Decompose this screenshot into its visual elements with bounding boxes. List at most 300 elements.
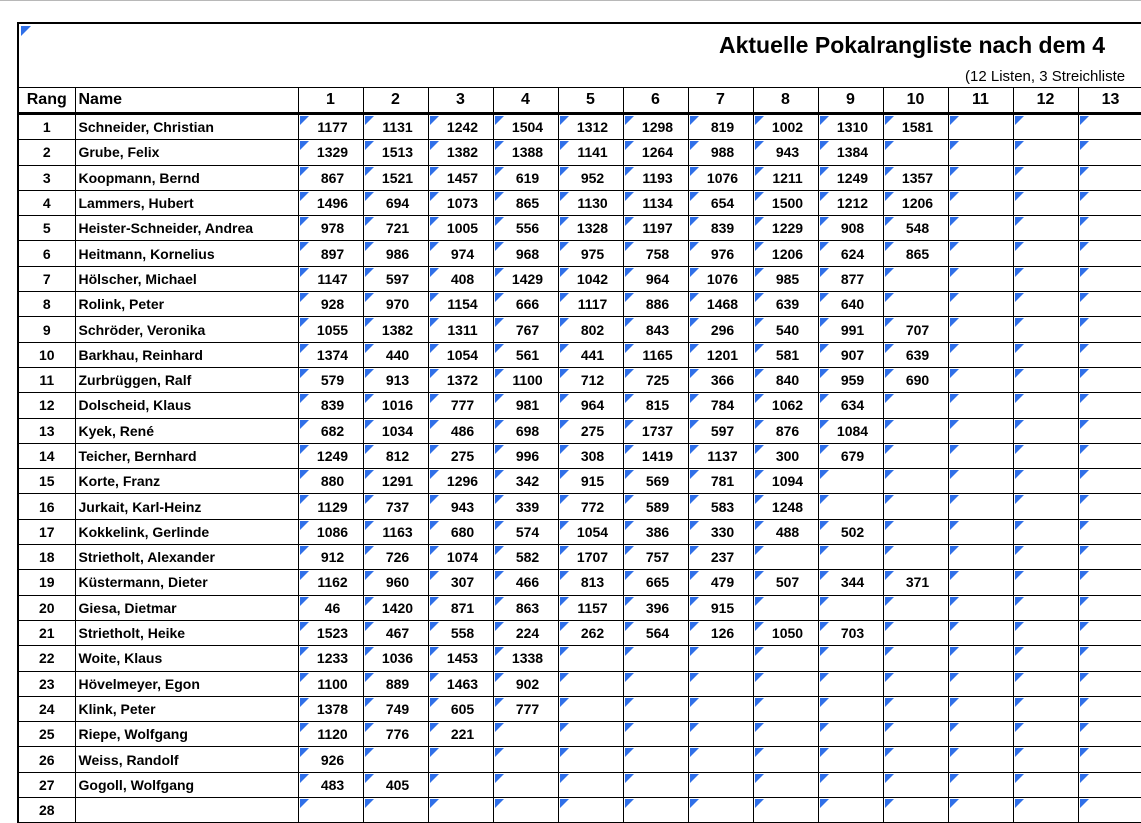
comment-flag-icon[interactable] xyxy=(885,521,894,530)
comment-flag-icon[interactable] xyxy=(950,293,959,302)
score-cell[interactable] xyxy=(493,494,558,519)
score-cell[interactable] xyxy=(1078,519,1141,544)
score-cell[interactable] xyxy=(363,190,428,215)
comment-flag-icon[interactable] xyxy=(300,318,309,327)
score-cell[interactable] xyxy=(948,722,1013,747)
comment-flag-icon[interactable] xyxy=(495,799,504,808)
rank-cell[interactable]: 3 xyxy=(18,165,75,190)
comment-flag-icon[interactable] xyxy=(300,293,309,302)
comment-flag-icon[interactable] xyxy=(430,369,439,378)
comment-flag-icon[interactable] xyxy=(625,723,634,732)
comment-flag-icon[interactable] xyxy=(1080,344,1089,353)
comment-flag-icon[interactable] xyxy=(625,217,634,226)
score-cell[interactable] xyxy=(493,545,558,570)
comment-flag-icon[interactable] xyxy=(560,748,569,757)
score-cell[interactable] xyxy=(298,747,363,772)
comment-flag-icon[interactable] xyxy=(495,774,504,783)
score-cell[interactable] xyxy=(623,114,688,140)
comment-flag-icon[interactable] xyxy=(755,673,764,682)
column-header-list[interactable]: 3 xyxy=(428,88,493,114)
score-cell[interactable] xyxy=(818,570,883,595)
comment-flag-icon[interactable] xyxy=(690,217,699,226)
score-cell[interactable] xyxy=(1013,216,1078,241)
score-cell[interactable] xyxy=(363,722,428,747)
score-cell[interactable] xyxy=(1013,646,1078,671)
comment-flag-icon[interactable] xyxy=(365,521,374,530)
comment-flag-icon[interactable] xyxy=(885,369,894,378)
comment-flag-icon[interactable] xyxy=(820,141,829,150)
comment-flag-icon[interactable] xyxy=(365,394,374,403)
score-cell[interactable] xyxy=(1013,342,1078,367)
score-cell[interactable] xyxy=(948,595,1013,620)
score-cell[interactable] xyxy=(1078,570,1141,595)
comment-flag-icon[interactable] xyxy=(560,445,569,454)
comment-flag-icon[interactable] xyxy=(1015,344,1024,353)
score-cell[interactable] xyxy=(753,367,818,392)
comment-flag-icon[interactable] xyxy=(755,217,764,226)
score-cell[interactable] xyxy=(753,595,818,620)
comment-flag-icon[interactable] xyxy=(1015,445,1024,454)
score-cell[interactable] xyxy=(818,494,883,519)
score-cell[interactable] xyxy=(298,443,363,468)
score-cell[interactable] xyxy=(688,114,753,140)
comment-flag-icon[interactable] xyxy=(690,167,699,176)
comment-flag-icon[interactable] xyxy=(1015,521,1024,530)
comment-flag-icon[interactable] xyxy=(755,242,764,251)
comment-flag-icon[interactable] xyxy=(690,723,699,732)
name-cell[interactable]: Schröder, Veronika xyxy=(75,317,298,342)
name-cell[interactable]: Heister-Schneider, Andrea xyxy=(75,216,298,241)
score-cell[interactable] xyxy=(298,545,363,570)
comment-flag-icon[interactable] xyxy=(1080,647,1089,656)
comment-flag-icon[interactable] xyxy=(300,597,309,606)
comment-flag-icon[interactable] xyxy=(365,293,374,302)
comment-flag-icon[interactable] xyxy=(950,799,959,808)
comment-flag-icon[interactable] xyxy=(950,217,959,226)
comment-flag-icon[interactable] xyxy=(560,698,569,707)
comment-flag-icon[interactable] xyxy=(560,774,569,783)
score-cell[interactable] xyxy=(298,620,363,645)
score-cell[interactable] xyxy=(948,165,1013,190)
comment-flag-icon[interactable] xyxy=(495,723,504,732)
comment-flag-icon[interactable] xyxy=(365,698,374,707)
comment-flag-icon[interactable] xyxy=(625,394,634,403)
comment-flag-icon[interactable] xyxy=(1015,420,1024,429)
comment-flag-icon[interactable] xyxy=(430,597,439,606)
comment-flag-icon[interactable] xyxy=(560,268,569,277)
score-cell[interactable] xyxy=(818,772,883,797)
comment-flag-icon[interactable] xyxy=(365,799,374,808)
score-cell[interactable] xyxy=(493,393,558,418)
comment-flag-icon[interactable] xyxy=(495,192,504,201)
name-cell[interactable]: Hövelmeyer, Egon xyxy=(75,671,298,696)
score-cell[interactable] xyxy=(948,469,1013,494)
score-cell[interactable] xyxy=(1013,140,1078,165)
score-cell[interactable] xyxy=(948,443,1013,468)
score-cell[interactable] xyxy=(883,292,948,317)
score-cell[interactable] xyxy=(623,443,688,468)
score-cell[interactable] xyxy=(558,165,623,190)
comment-flag-icon[interactable] xyxy=(820,546,829,555)
name-cell[interactable]: Dolscheid, Klaus xyxy=(75,393,298,418)
score-cell[interactable] xyxy=(558,671,623,696)
score-cell[interactable] xyxy=(688,595,753,620)
name-cell[interactable]: Jurkait, Karl-Heinz xyxy=(75,494,298,519)
rank-cell[interactable]: 17 xyxy=(18,519,75,544)
comment-flag-icon[interactable] xyxy=(625,344,634,353)
comment-flag-icon[interactable] xyxy=(430,167,439,176)
score-cell[interactable] xyxy=(363,494,428,519)
comment-flag-icon[interactable] xyxy=(690,369,699,378)
comment-flag-icon[interactable] xyxy=(560,344,569,353)
score-cell[interactable] xyxy=(948,620,1013,645)
score-cell[interactable] xyxy=(1078,620,1141,645)
name-cell[interactable]: Strietholt, Alexander xyxy=(75,545,298,570)
comment-flag-icon[interactable] xyxy=(625,571,634,580)
score-cell[interactable] xyxy=(883,595,948,620)
comment-flag-icon[interactable] xyxy=(1080,116,1089,125)
comment-flag-icon[interactable] xyxy=(1080,167,1089,176)
score-cell[interactable] xyxy=(363,292,428,317)
comment-flag-icon[interactable] xyxy=(1015,141,1024,150)
comment-flag-icon[interactable] xyxy=(625,116,634,125)
score-cell[interactable] xyxy=(948,190,1013,215)
comment-flag-icon[interactable] xyxy=(365,546,374,555)
score-cell[interactable] xyxy=(428,671,493,696)
comment-flag-icon[interactable] xyxy=(495,268,504,277)
score-cell[interactable] xyxy=(883,545,948,570)
comment-flag-icon[interactable] xyxy=(950,445,959,454)
comment-flag-icon[interactable] xyxy=(950,698,959,707)
score-cell[interactable] xyxy=(428,494,493,519)
score-cell[interactable] xyxy=(883,620,948,645)
name-cell[interactable]: Riepe, Wolfgang xyxy=(75,722,298,747)
comment-flag-icon[interactable] xyxy=(365,420,374,429)
comment-flag-icon[interactable] xyxy=(690,774,699,783)
score-cell[interactable] xyxy=(818,469,883,494)
comment-flag-icon[interactable] xyxy=(950,622,959,631)
comment-flag-icon[interactable] xyxy=(625,420,634,429)
comment-flag-icon[interactable] xyxy=(950,673,959,682)
score-cell[interactable] xyxy=(948,747,1013,772)
name-cell[interactable]: Kyek, René xyxy=(75,418,298,443)
score-cell[interactable] xyxy=(428,190,493,215)
comment-flag-icon[interactable] xyxy=(625,597,634,606)
comment-flag-icon[interactable] xyxy=(495,571,504,580)
comment-flag-icon[interactable] xyxy=(430,521,439,530)
comment-flag-icon[interactable] xyxy=(690,420,699,429)
score-cell[interactable] xyxy=(298,216,363,241)
score-cell[interactable] xyxy=(1013,696,1078,721)
rank-cell[interactable]: 6 xyxy=(18,241,75,266)
comment-flag-icon[interactable] xyxy=(690,521,699,530)
comment-flag-icon[interactable] xyxy=(430,748,439,757)
comment-flag-icon[interactable] xyxy=(560,167,569,176)
score-cell[interactable] xyxy=(363,570,428,595)
comment-flag-icon[interactable] xyxy=(560,192,569,201)
score-cell[interactable] xyxy=(1013,494,1078,519)
comment-flag-icon[interactable] xyxy=(1015,622,1024,631)
comment-flag-icon[interactable] xyxy=(1080,394,1089,403)
score-cell[interactable] xyxy=(623,216,688,241)
comment-flag-icon[interactable] xyxy=(820,799,829,808)
comment-flag-icon[interactable] xyxy=(690,799,699,808)
comment-flag-icon[interactable] xyxy=(300,622,309,631)
comment-flag-icon[interactable] xyxy=(690,268,699,277)
rank-cell[interactable]: 2 xyxy=(18,140,75,165)
score-cell[interactable] xyxy=(493,443,558,468)
comment-flag-icon[interactable] xyxy=(560,318,569,327)
comment-flag-icon[interactable] xyxy=(300,571,309,580)
comment-flag-icon[interactable] xyxy=(625,673,634,682)
comment-flag-icon[interactable] xyxy=(625,268,634,277)
score-cell[interactable] xyxy=(753,190,818,215)
comment-flag-icon[interactable] xyxy=(560,723,569,732)
comment-flag-icon[interactable] xyxy=(755,495,764,504)
name-cell[interactable]: Zurbrüggen, Ralf xyxy=(75,367,298,392)
comment-flag-icon[interactable] xyxy=(300,774,309,783)
comment-flag-icon[interactable] xyxy=(430,318,439,327)
score-cell[interactable] xyxy=(688,393,753,418)
comment-flag-icon[interactable] xyxy=(950,521,959,530)
comment-flag-icon[interactable] xyxy=(495,748,504,757)
score-cell[interactable] xyxy=(688,443,753,468)
score-cell[interactable] xyxy=(1013,367,1078,392)
comment-flag-icon[interactable] xyxy=(755,344,764,353)
score-cell[interactable] xyxy=(428,570,493,595)
comment-flag-icon[interactable] xyxy=(625,318,634,327)
score-cell[interactable] xyxy=(883,722,948,747)
score-cell[interactable] xyxy=(493,266,558,291)
comment-flag-icon[interactable] xyxy=(300,344,309,353)
score-cell[interactable] xyxy=(558,469,623,494)
score-cell[interactable] xyxy=(428,545,493,570)
score-cell[interactable] xyxy=(1078,140,1141,165)
score-cell[interactable] xyxy=(363,393,428,418)
score-cell[interactable] xyxy=(1078,545,1141,570)
score-cell[interactable] xyxy=(558,646,623,671)
score-cell[interactable] xyxy=(363,241,428,266)
comment-flag-icon[interactable] xyxy=(1080,470,1089,479)
comment-flag-icon[interactable] xyxy=(950,167,959,176)
score-cell[interactable] xyxy=(298,469,363,494)
comment-flag-icon[interactable] xyxy=(885,748,894,757)
score-cell[interactable] xyxy=(298,393,363,418)
comment-flag-icon[interactable] xyxy=(885,622,894,631)
rank-cell[interactable]: 16 xyxy=(18,494,75,519)
comment-flag-icon[interactable] xyxy=(430,647,439,656)
column-header-name[interactable]: Name xyxy=(75,88,298,114)
comment-flag-icon[interactable] xyxy=(1015,698,1024,707)
score-cell[interactable] xyxy=(558,798,623,823)
score-cell[interactable] xyxy=(883,216,948,241)
score-cell[interactable] xyxy=(623,595,688,620)
score-cell[interactable] xyxy=(948,367,1013,392)
score-cell[interactable] xyxy=(623,798,688,823)
comment-flag-icon[interactable] xyxy=(560,420,569,429)
comment-flag-icon[interactable] xyxy=(1080,546,1089,555)
comment-flag-icon[interactable] xyxy=(885,268,894,277)
score-cell[interactable] xyxy=(558,114,623,140)
score-cell[interactable] xyxy=(883,519,948,544)
score-cell[interactable] xyxy=(558,266,623,291)
score-cell[interactable] xyxy=(1013,443,1078,468)
comment-flag-icon[interactable] xyxy=(430,420,439,429)
rank-cell[interactable]: 21 xyxy=(18,620,75,645)
comment-flag-icon[interactable] xyxy=(950,268,959,277)
comment-flag-icon[interactable] xyxy=(950,597,959,606)
score-cell[interactable] xyxy=(493,747,558,772)
score-cell[interactable] xyxy=(298,519,363,544)
name-cell[interactable]: Barkhau, Reinhard xyxy=(75,342,298,367)
score-cell[interactable] xyxy=(298,266,363,291)
score-cell[interactable] xyxy=(1078,696,1141,721)
comment-flag-icon[interactable] xyxy=(1015,673,1024,682)
comment-flag-icon[interactable] xyxy=(365,673,374,682)
score-cell[interactable] xyxy=(1078,292,1141,317)
comment-flag-icon[interactable] xyxy=(625,141,634,150)
score-cell[interactable] xyxy=(558,140,623,165)
comment-flag-icon[interactable] xyxy=(820,723,829,732)
score-cell[interactable] xyxy=(558,570,623,595)
score-cell[interactable] xyxy=(1078,494,1141,519)
comment-flag-icon[interactable] xyxy=(885,445,894,454)
name-cell[interactable] xyxy=(75,798,298,823)
score-cell[interactable] xyxy=(1013,317,1078,342)
score-cell[interactable] xyxy=(883,190,948,215)
comment-flag-icon[interactable] xyxy=(690,116,699,125)
comment-flag-icon[interactable] xyxy=(365,369,374,378)
score-cell[interactable] xyxy=(1013,671,1078,696)
score-cell[interactable] xyxy=(428,747,493,772)
comment-flag-icon[interactable] xyxy=(1015,369,1024,378)
rank-cell[interactable]: 9 xyxy=(18,317,75,342)
score-cell[interactable] xyxy=(948,216,1013,241)
score-cell[interactable] xyxy=(623,393,688,418)
comment-flag-icon[interactable] xyxy=(300,698,309,707)
comment-flag-icon[interactable] xyxy=(1015,723,1024,732)
score-cell[interactable] xyxy=(428,317,493,342)
score-cell[interactable] xyxy=(558,190,623,215)
comment-flag-icon[interactable] xyxy=(755,394,764,403)
score-cell[interactable] xyxy=(1013,772,1078,797)
score-cell[interactable] xyxy=(818,165,883,190)
comment-flag-icon[interactable] xyxy=(365,774,374,783)
comment-flag-icon[interactable] xyxy=(430,394,439,403)
comment-flag-icon[interactable] xyxy=(300,268,309,277)
score-cell[interactable] xyxy=(428,620,493,645)
comment-flag-icon[interactable] xyxy=(950,242,959,251)
score-cell[interactable] xyxy=(948,317,1013,342)
comment-flag-icon[interactable] xyxy=(755,698,764,707)
comment-flag-icon[interactable] xyxy=(430,217,439,226)
comment-flag-icon[interactable] xyxy=(495,673,504,682)
score-cell[interactable] xyxy=(883,140,948,165)
score-cell[interactable] xyxy=(688,519,753,544)
score-cell[interactable] xyxy=(948,114,1013,140)
score-cell[interactable] xyxy=(818,190,883,215)
comment-flag-icon[interactable] xyxy=(1015,799,1024,808)
rank-cell[interactable]: 14 xyxy=(18,443,75,468)
score-cell[interactable] xyxy=(948,671,1013,696)
comment-flag-icon[interactable] xyxy=(625,698,634,707)
comment-flag-icon[interactable] xyxy=(365,242,374,251)
comment-flag-icon[interactable] xyxy=(365,723,374,732)
score-cell[interactable] xyxy=(1013,798,1078,823)
score-cell[interactable] xyxy=(1013,418,1078,443)
score-cell[interactable] xyxy=(558,216,623,241)
score-cell[interactable] xyxy=(948,494,1013,519)
comment-flag-icon[interactable] xyxy=(820,116,829,125)
score-cell[interactable] xyxy=(298,114,363,140)
score-cell[interactable] xyxy=(623,190,688,215)
comment-flag-icon[interactable] xyxy=(885,318,894,327)
name-cell[interactable]: Klink, Peter xyxy=(75,696,298,721)
score-cell[interactable] xyxy=(428,646,493,671)
comment-flag-icon[interactable] xyxy=(690,748,699,757)
score-cell[interactable] xyxy=(818,545,883,570)
comment-flag-icon[interactable] xyxy=(495,141,504,150)
comment-flag-icon[interactable] xyxy=(950,192,959,201)
rank-cell[interactable]: 13 xyxy=(18,418,75,443)
comment-flag-icon[interactable] xyxy=(365,622,374,631)
score-cell[interactable] xyxy=(298,722,363,747)
score-cell[interactable] xyxy=(363,747,428,772)
column-header-list[interactable]: 9 xyxy=(818,88,883,114)
comment-flag-icon[interactable] xyxy=(885,394,894,403)
score-cell[interactable] xyxy=(1013,469,1078,494)
score-cell[interactable] xyxy=(623,494,688,519)
score-cell[interactable] xyxy=(493,620,558,645)
score-cell[interactable] xyxy=(493,241,558,266)
comment-flag-icon[interactable] xyxy=(1015,293,1024,302)
comment-flag-icon[interactable] xyxy=(950,470,959,479)
comment-flag-icon[interactable] xyxy=(365,167,374,176)
score-cell[interactable] xyxy=(428,772,493,797)
score-cell[interactable] xyxy=(688,190,753,215)
comment-flag-icon[interactable] xyxy=(755,748,764,757)
score-cell[interactable] xyxy=(948,519,1013,544)
score-cell[interactable] xyxy=(948,570,1013,595)
name-cell[interactable]: Schneider, Christian xyxy=(75,114,298,140)
comment-flag-icon[interactable] xyxy=(1015,394,1024,403)
comment-flag-icon[interactable] xyxy=(1080,571,1089,580)
score-cell[interactable] xyxy=(883,393,948,418)
comment-flag-icon[interactable] xyxy=(1080,445,1089,454)
comment-flag-icon[interactable] xyxy=(885,546,894,555)
comment-flag-icon[interactable] xyxy=(885,242,894,251)
score-cell[interactable] xyxy=(363,266,428,291)
comment-flag-icon[interactable] xyxy=(1015,217,1024,226)
score-cell[interactable] xyxy=(883,798,948,823)
score-cell[interactable] xyxy=(818,671,883,696)
comment-flag-icon[interactable] xyxy=(820,622,829,631)
comment-flag-icon[interactable] xyxy=(1015,116,1024,125)
score-cell[interactable] xyxy=(1078,798,1141,823)
score-cell[interactable] xyxy=(753,620,818,645)
score-cell[interactable] xyxy=(493,418,558,443)
score-cell[interactable] xyxy=(428,595,493,620)
score-cell[interactable] xyxy=(623,418,688,443)
score-cell[interactable] xyxy=(688,620,753,645)
comment-flag-icon[interactable] xyxy=(820,192,829,201)
comment-flag-icon[interactable] xyxy=(885,293,894,302)
score-cell[interactable] xyxy=(623,570,688,595)
comment-flag-icon[interactable] xyxy=(885,470,894,479)
name-cell[interactable]: Gogoll, Wolfgang xyxy=(75,772,298,797)
score-cell[interactable] xyxy=(1078,317,1141,342)
score-cell[interactable] xyxy=(948,292,1013,317)
